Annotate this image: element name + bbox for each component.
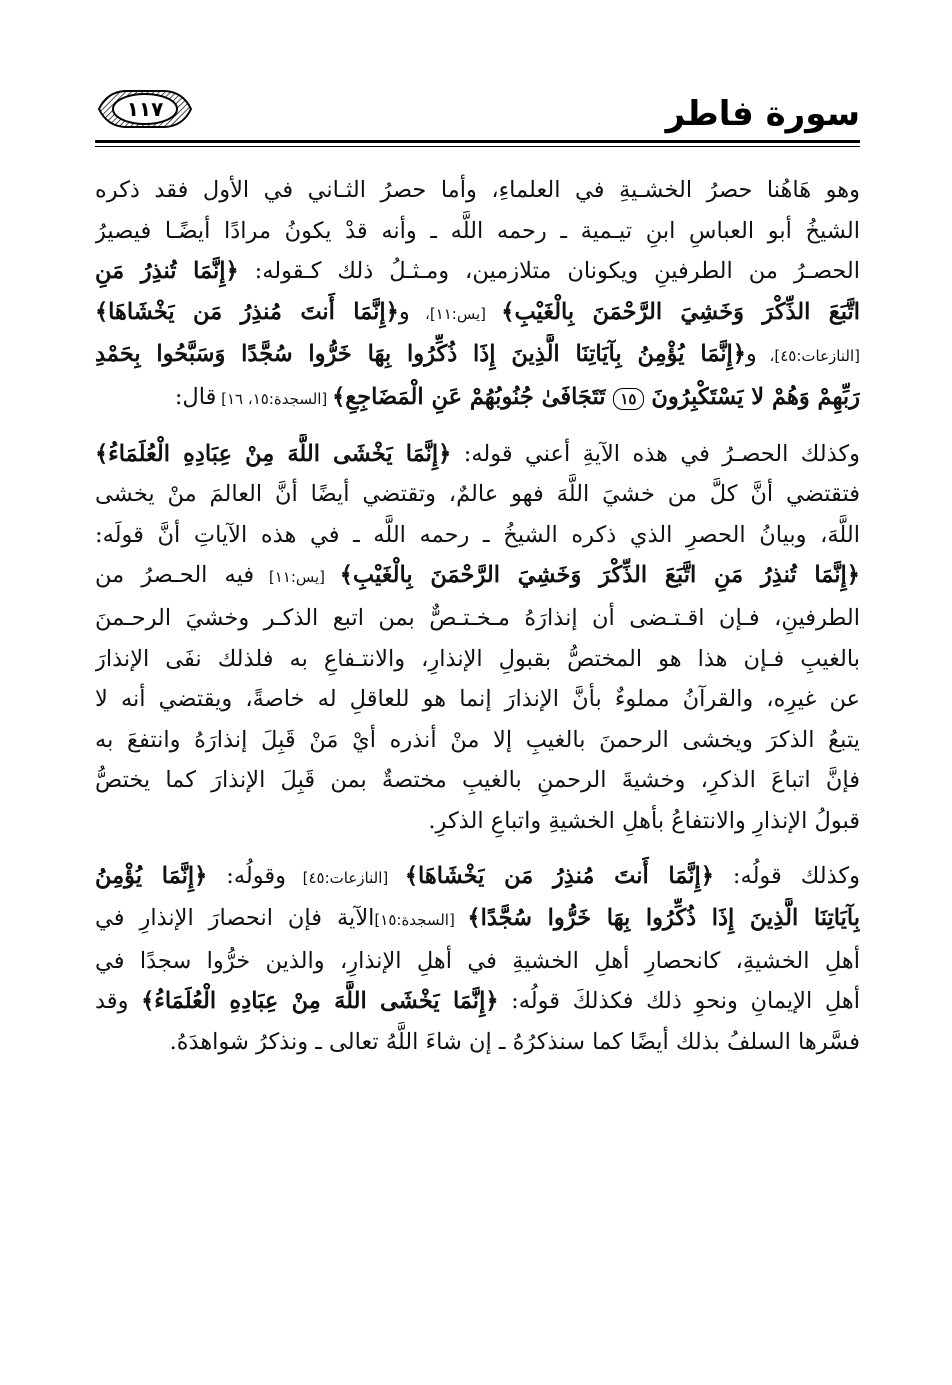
text-line (95, 639, 860, 680)
text-line (95, 292, 860, 335)
text-run: اللَّهَ، وبيانُ الحصرِ الذي ذكره الشيخُ ـ رحمه اللَّه ـ في هذه الآياتِ أنَّ قولَه: (95, 521, 860, 548)
text-line (95, 334, 860, 377)
paragraph (95, 856, 860, 1063)
quran-quote: ﴿إِنَّمَا يُؤْمِنُ بِآيَاتِنَا الَّذِينَ إِذَا ذُكِّرُوا بِهَا خَرُّوا سُجَّدًا وَسَبَّحُوا بِحَمْدِ (95, 341, 746, 368)
verse-reference: [السجدة:١٥، ١٦] (216, 389, 333, 408)
text-line (95, 720, 860, 761)
text-line (95, 760, 860, 801)
text-run: فإنَّ اتباعَ الذكرِ، وخشيةَ الرحمنِ بالغيبِ مختصةٌ بمن قَبِلَ الإنذارَ كما يختصُّ (95, 767, 860, 794)
text-run: وهو هَاهُنا حصرُ الخشـيةِ في العلماءِ، وأما حصرُ الثـاني في الأول فقد ذكره (95, 177, 860, 203)
text-line (95, 941, 860, 982)
paragraph (95, 434, 860, 842)
verse-reference: [النازعات:٤٥] (286, 868, 405, 887)
text-run: الطرفينِ، فـإن اقـتـضى أن إنذارَهُ مـخـتـصٌّ بمن اتبع الذكـر وخشيَ الرحـمنَ (95, 604, 860, 631)
text-run: الحصـرُ من الطرفينِ ويكونان متلازمين، ومـثـلُ ذلك كـقوله: (238, 258, 860, 285)
text-run: أهلِ الخشيةِ، كانحصارِ أهلِ الخشيةِ في أهلِ الإنذارِ، والذين خرُّوا سجدًا في (95, 947, 860, 974)
paragraph (95, 170, 860, 420)
quran-quote: ﴿إِنَّمَا تُنذِرُ مَنِ (95, 258, 239, 285)
verse-reference: [النازعات:٤٥]، (756, 347, 860, 366)
text-line (95, 377, 860, 420)
verse-reference: [السجدة:١٥] (374, 911, 468, 930)
text-line (95, 211, 860, 252)
quran-quote: تَتَجَافَىٰ جُنُوبُهُمْ عَنِ الْمَضَاجِعِ﴾ (332, 383, 614, 410)
text-run: و (745, 341, 757, 368)
text-run: وكذلك قولُه: (713, 862, 860, 889)
text-line (95, 598, 860, 639)
header-rule (95, 140, 860, 143)
text-run: قبولُ الإنذارِ والانتفاعُ بأهلِ الخشيةِ واتباعِ الذكرِ. (428, 807, 860, 834)
header-rule-thin (95, 146, 860, 147)
text-run: بالغيبِ فـإن هذا هو المختصُّ بقبولِ الإنذارِ، والانتـفاعِ به فلذلك نفَى الإنذارَ (95, 645, 860, 672)
text-line (95, 1022, 860, 1063)
verse-reference: [يس:١١]، (409, 304, 502, 323)
quran-quote: ﴿إِنَّمَا أَنتَ مُنذِرُ مَن يَخْشَاهَا﴾ (404, 862, 714, 889)
text-run: قال: (174, 383, 217, 410)
quran-quote: ﴿إِنَّمَا يَخْشَى اللَّهَ مِنْ عِبَادِهِ الْعُلَمَاءُ﴾ (141, 988, 499, 1015)
text-line (95, 515, 860, 556)
quran-quote: ﴿إِنَّمَا يَخْشَى اللَّهَ مِنْ عِبَادِهِ الْعُلَمَاءُ﴾ (95, 440, 452, 467)
text-line (95, 474, 860, 515)
text-run: فيه الحـصرُ من (95, 562, 255, 589)
text-run: وكذلك الحصـرُ في هذه الآيةِ أعني قوله: (451, 440, 860, 467)
quran-quote: ﴿إِنَّمَا تُنذِرُ مَنِ اتَّبَعَ الذِّكْرَ وَخَشِيَ الرَّحْمَنَ بِالْغَيْبِ﴾ (339, 562, 860, 589)
text-line (95, 981, 860, 1022)
text-line (95, 555, 860, 598)
text-line (95, 801, 860, 842)
quran-quote: رَبِّهِمْ وَهُمْ لا يَسْتَكْبِرُونَ (643, 383, 860, 410)
verse-reference: [يس:١١] (254, 568, 340, 587)
text-line (95, 170, 860, 211)
quran-quote: ﴿إِنَّمَا أَنتَ مُنذِرُ مَن يَخْشَاهَا﴾ (95, 298, 399, 325)
text-line (95, 434, 860, 475)
text-run: يتبعُ الذكرَ ويخشى الرحمنَ بالغيبِ إلا منْ أنذره أيْ مَنْ قَبِلَ إنذارَهُ وانتفعَ به (95, 726, 860, 753)
text-line (95, 898, 860, 941)
text-line (95, 251, 860, 292)
text-run: وقولُه: (207, 862, 287, 889)
text-line (95, 856, 860, 899)
ayah-number-mark: ١٥ (613, 388, 643, 410)
text-run: و (398, 298, 410, 325)
text-run: الآية فإن انحصارَ الإنذارِ في (95, 905, 375, 932)
text-line (95, 679, 860, 720)
quran-quote: ﴿إِنَّمَا يُؤْمِنُ (95, 862, 208, 889)
quran-quote: بِآيَاتِنَا الَّذِينَ إِذَا ذُكِّرُوا بِهَا خَرُّوا سُجَّدًا﴾ (467, 905, 860, 932)
page-header (95, 88, 860, 148)
text-run: أهلِ الإيمانِ ونحوِ ذلك فكذلكَ قولُه: (498, 988, 860, 1015)
text-run: فتقتضي أنَّ كلَّ من خشيَ اللَّهَ فهو عالمٌ، وتقتضي أيضًا أنَّ العالمَ منْ يخشى (95, 481, 860, 508)
text-run: عن غيرِه، والقرآنُ مملوءٌ بأنَّ الإنذارَ إنما هو للعاقلِ له خاصةً، ويقتضي أنه لا (95, 686, 860, 713)
text-run: وقد (95, 988, 142, 1015)
quran-quote: اتَّبَعَ الذِّكْرَ وَخَشِيَ الرَّحْمَنَ بِالْغَيْبِ﴾ (501, 298, 860, 325)
text-run: الشيخُ أبو العباسِ ابنِ تيـمية ـ رحمه اللَّه ـ وأنه قدْ يكونُ مرادًا أيضًـا فيصيرُ (95, 217, 860, 244)
page-number: ١١٧ (126, 97, 164, 121)
text-run: فسَّرها السلفُ بذلك أيضًا كما سنذكرُهُ ـ إن شاءَ اللَّهُ تعالى ـ ونذكرُ شواهدَهُ. (169, 1028, 860, 1055)
page-body (95, 170, 860, 1062)
surah-title: سورة فاطر (665, 94, 860, 134)
